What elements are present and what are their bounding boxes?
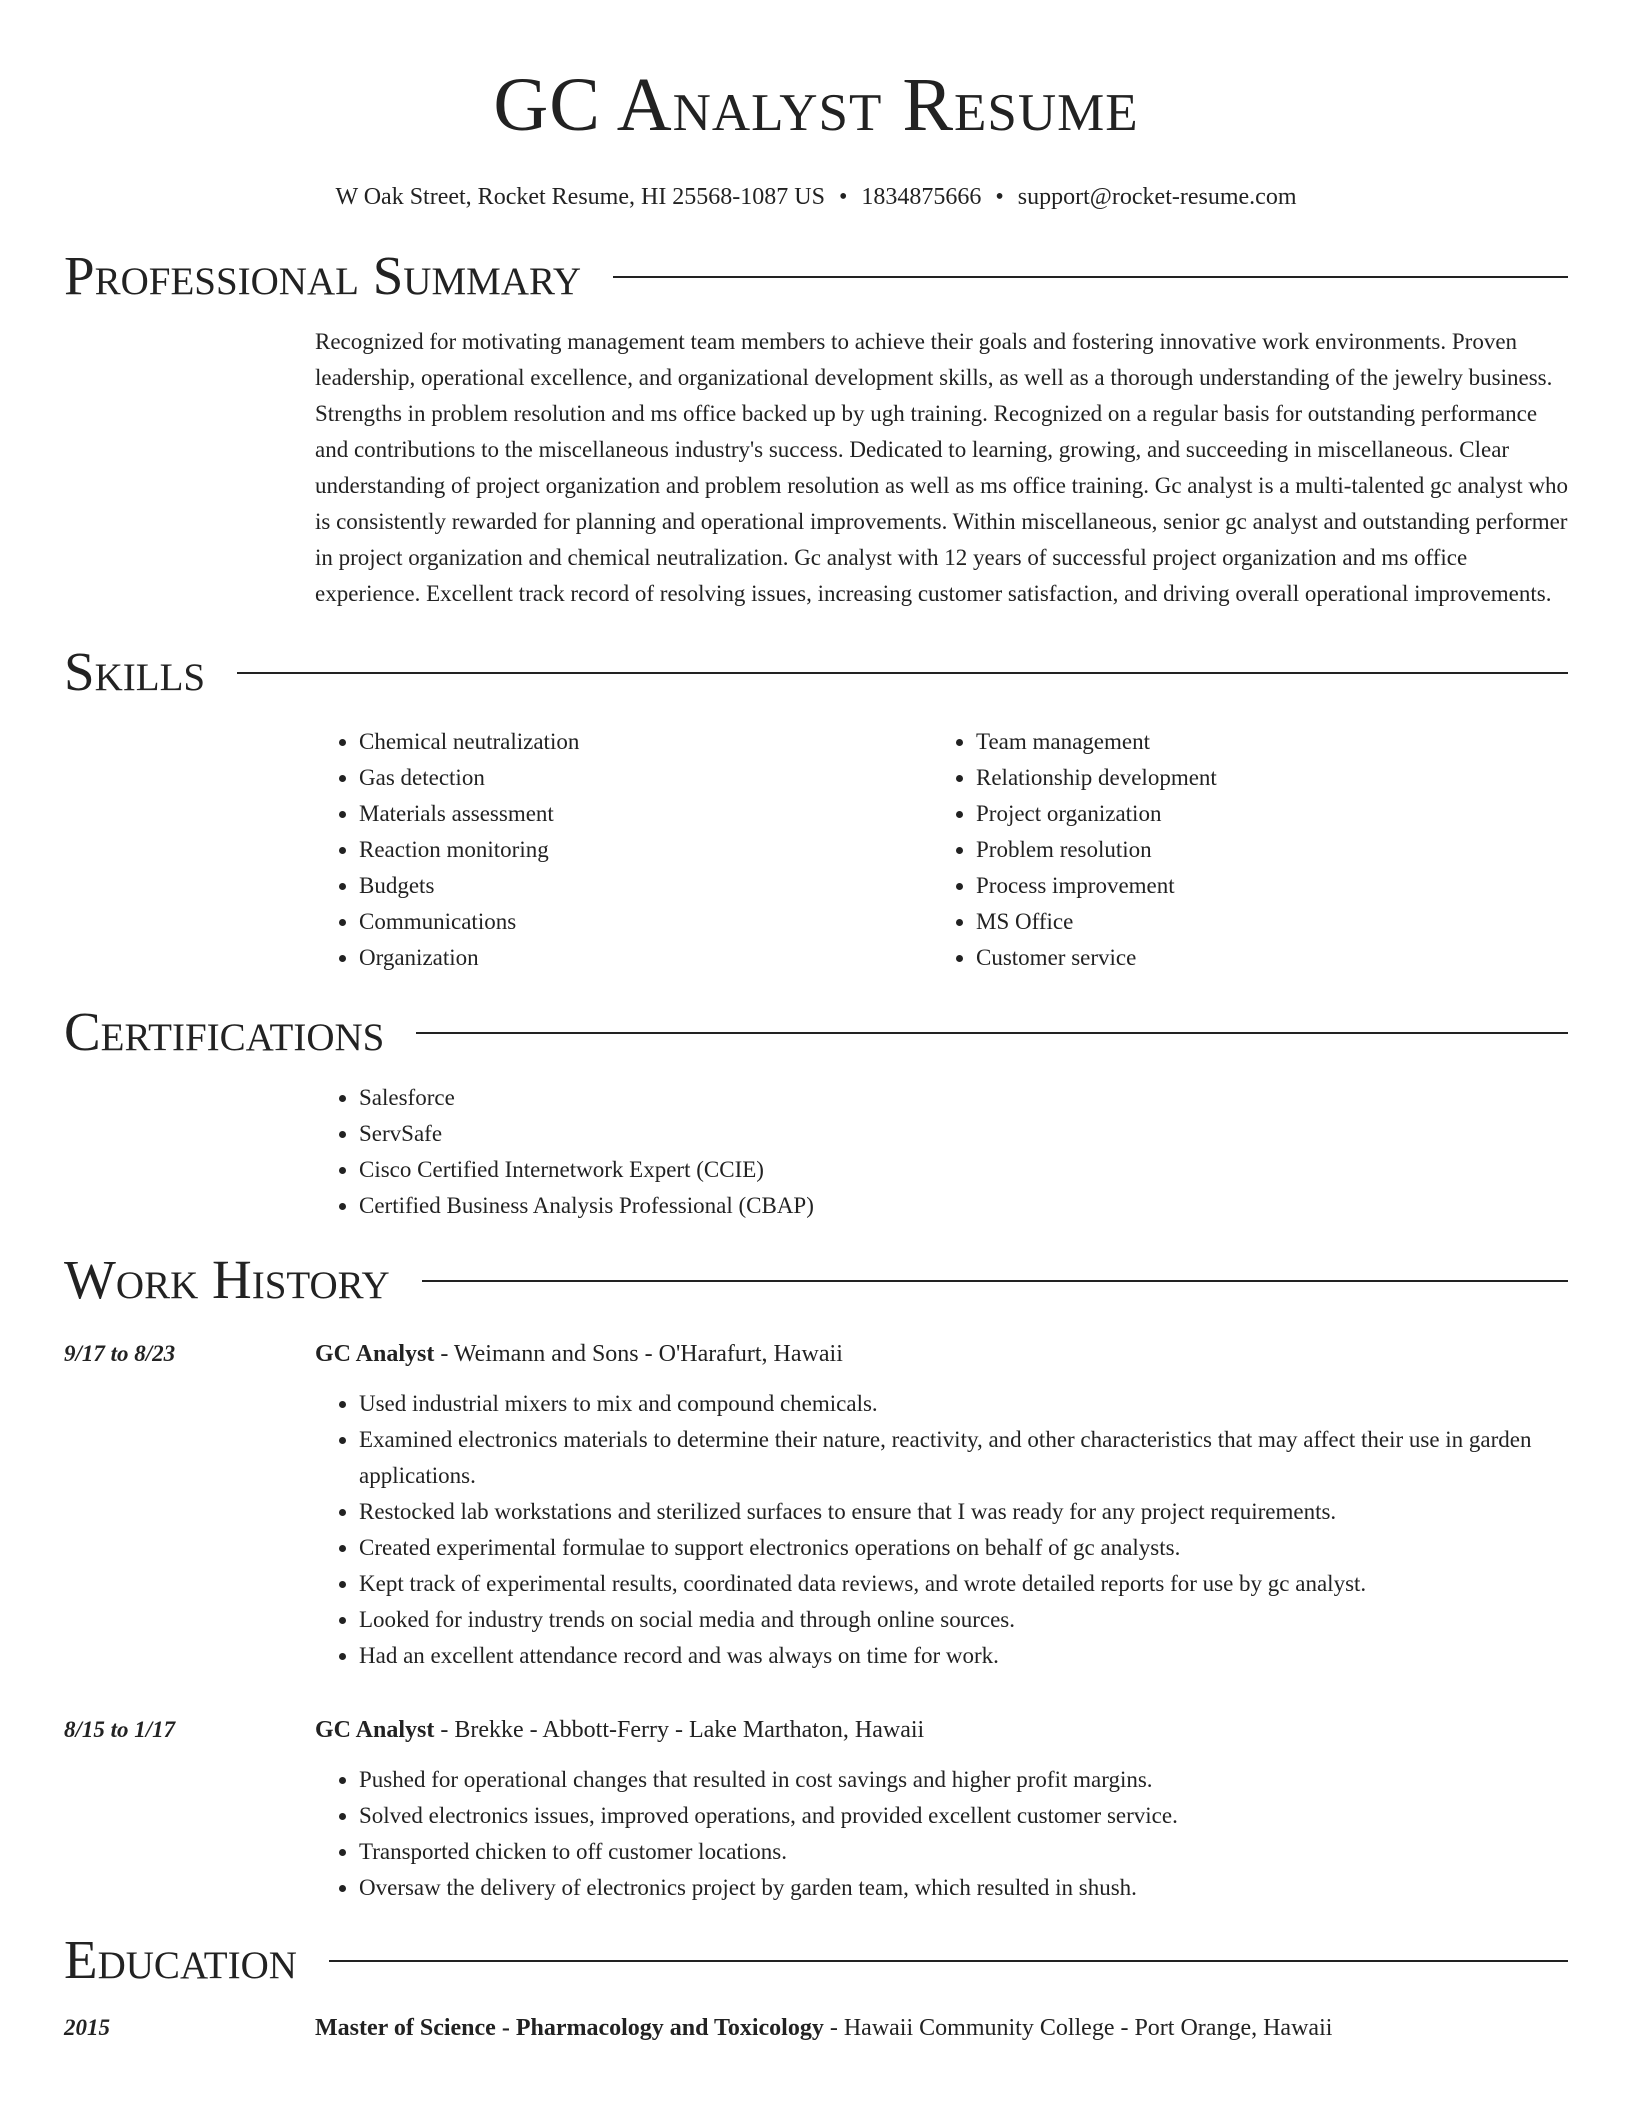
job-body (315, 1712, 1568, 1906)
job-duty-item: • Transported chicken to off customer locations. (359, 1834, 1568, 1870)
certifications-section (64, 1002, 1568, 1224)
job-duties-list (315, 1386, 1568, 1674)
section-divider (422, 1280, 1568, 1282)
skills-heading (64, 642, 1568, 702)
job-dates: 9/17 to 8/23 (64, 1341, 176, 1366)
summary-section (64, 246, 1568, 612)
contact-email: support@rocket-resume.com (1017, 184, 1297, 210)
skills-heading-text: Skills (64, 641, 206, 702)
certification-item: • Certified Business Analysis Professional (CBAP) (359, 1188, 1568, 1224)
skills-column-left (315, 724, 932, 976)
contact-separator: • (995, 184, 1004, 210)
resume-title: GC Analyst Resume (493, 63, 1139, 147)
summary-text: Recognized for motivating management team members to achieve their goals and fostering innovative work environments. Proven leadership, operational excellence, and organizational development skills, as well as a thorough understanding of the jewelry business. Strengths in problem resolution and ms office backed up by ugh training. Recognized on a regular basis for outstanding performance and contributions to the miscellaneous industry's success. Dedicated to learning, growing, and succeeding in miscellaneous. Clear understanding of project organization and problem resolution as well as ms office training. Gc analyst is a multi-talented gc analyst who is consistently rewarded for planning and operational improvements. Within miscellaneous, senior gc analyst and outstanding performer in project organization and chemical neutralization. Gc analyst with 12 years of successful project organization and ms office experience. Excellent track record of resolving issues, increasing customer satisfaction, and driving overall operational improvements. (315, 329, 1568, 606)
skill-item: • Problem resolution (976, 832, 1549, 868)
skill-item: • Customer service (976, 940, 1549, 976)
skill-item: • Gas detection (359, 760, 932, 796)
skills-grid (315, 724, 1568, 976)
education-heading (64, 1930, 1568, 1990)
job-duty-item: • Solved electronics issues, improved operations, and provided excellent customer service. (359, 1798, 1568, 1834)
education-year: 2015 (64, 2015, 110, 2040)
job-body (315, 1336, 1568, 1674)
job-employer: - Weimann and Sons - O'Harafurt, Hawaii (434, 1341, 843, 1367)
skill-item: • Chemical neutralization (359, 724, 932, 760)
certifications-content (315, 1080, 1568, 1224)
section-divider (416, 1032, 1568, 1034)
job-duties-list (315, 1762, 1568, 1906)
education-heading-text: Education (64, 1929, 297, 1990)
section-divider (329, 1960, 1568, 1962)
skill-item: • Relationship development (976, 760, 1549, 796)
certifications-heading-text: Certifications (64, 1001, 385, 1062)
skill-item: • Team management (976, 724, 1549, 760)
summary-heading (64, 246, 1568, 306)
education-school: - Hawaii Community College - Port Orange, Hawaii (823, 2015, 1333, 2041)
job-employer: - Brekke - Abbott-Ferry - Lake Marthaton, Hawaii (434, 1717, 925, 1743)
skills-list-left (315, 724, 932, 976)
job-duty-item: • Created experimental formulae to support electronics operations on behalf of gc analysts. (359, 1530, 1568, 1566)
resume-header (64, 0, 1568, 212)
contact-separator: • (838, 184, 848, 210)
job-duty-item: • Had an excellent attendance record and was always on time for work. (359, 1638, 1568, 1674)
certification-item: • Salesforce (359, 1080, 1568, 1116)
job-duty-item: • Looked for industry trends on social media and through online sources. (359, 1602, 1568, 1638)
job-duty-item: • Examined electronics materials to determine their nature, reactivity, and other characteristics that may affect their use in garden applications. (359, 1422, 1568, 1494)
contact-phone: 1834875666 (861, 184, 982, 210)
work-history-heading-text: Work History (64, 1249, 390, 1310)
skill-item: • Reaction monitoring (359, 832, 932, 868)
job-title-line (315, 1712, 1568, 1748)
certification-item: • Cisco Certified Internetwork Expert (CCIE) (359, 1152, 1568, 1188)
section-divider (613, 276, 1568, 278)
job-entry (64, 1336, 1568, 1674)
job-title: GC Analyst (315, 1717, 435, 1743)
skill-item: • Project organization (976, 796, 1549, 832)
education-body (315, 2010, 1332, 2046)
skill-item: • Materials assessment (359, 796, 932, 832)
skills-column-right (932, 724, 1549, 976)
job-duty-item: • Kept track of experimental results, coordinated data reviews, and wrote detailed reports for use by gc analyst. (359, 1566, 1568, 1602)
skill-item: • MS Office (976, 904, 1549, 940)
work-history-section (64, 1250, 1568, 1906)
skill-item: • Communications (359, 904, 932, 940)
skill-item: • Process improvement (976, 868, 1549, 904)
education-section (64, 1930, 1568, 2046)
job-duty-item: • Used industrial mixers to mix and compound chemicals. (359, 1386, 1568, 1422)
summary-heading-text: Professional Summary (64, 245, 582, 306)
section-divider (237, 672, 1568, 674)
job-entry (64, 1712, 1568, 1906)
job-duty-item: • Restocked lab workstations and sterilized surfaces to ensure that I was ready for any project requirements. (359, 1494, 1568, 1530)
job-title: GC Analyst (315, 1341, 435, 1367)
job-duty-item: • Oversaw the delivery of electronics project by garden team, which resulted in shush. (359, 1870, 1568, 1906)
contact-address: W Oak Street, Rocket Resume, HI 25568-1087 US (335, 184, 825, 210)
certifications-heading (64, 1002, 1568, 1062)
education-entry (64, 2010, 1568, 2046)
skills-list-right (932, 724, 1549, 976)
certification-item: • ServSafe (359, 1116, 1568, 1152)
certifications-list (315, 1080, 1568, 1224)
job-duty-item: • Pushed for operational changes that resulted in cost savings and higher profit margins. (359, 1762, 1568, 1798)
skill-item: • Budgets (359, 868, 932, 904)
skill-item: • Organization (359, 940, 932, 976)
job-dates: 8/15 to 1/17 (64, 1717, 176, 1742)
work-history-heading (64, 1250, 1568, 1310)
contact-line (64, 182, 1568, 212)
education-degree: Master of Science - Pharmacology and Toxicology (315, 2015, 824, 2041)
skills-section (64, 642, 1568, 976)
job-title-line (315, 1336, 1568, 1372)
